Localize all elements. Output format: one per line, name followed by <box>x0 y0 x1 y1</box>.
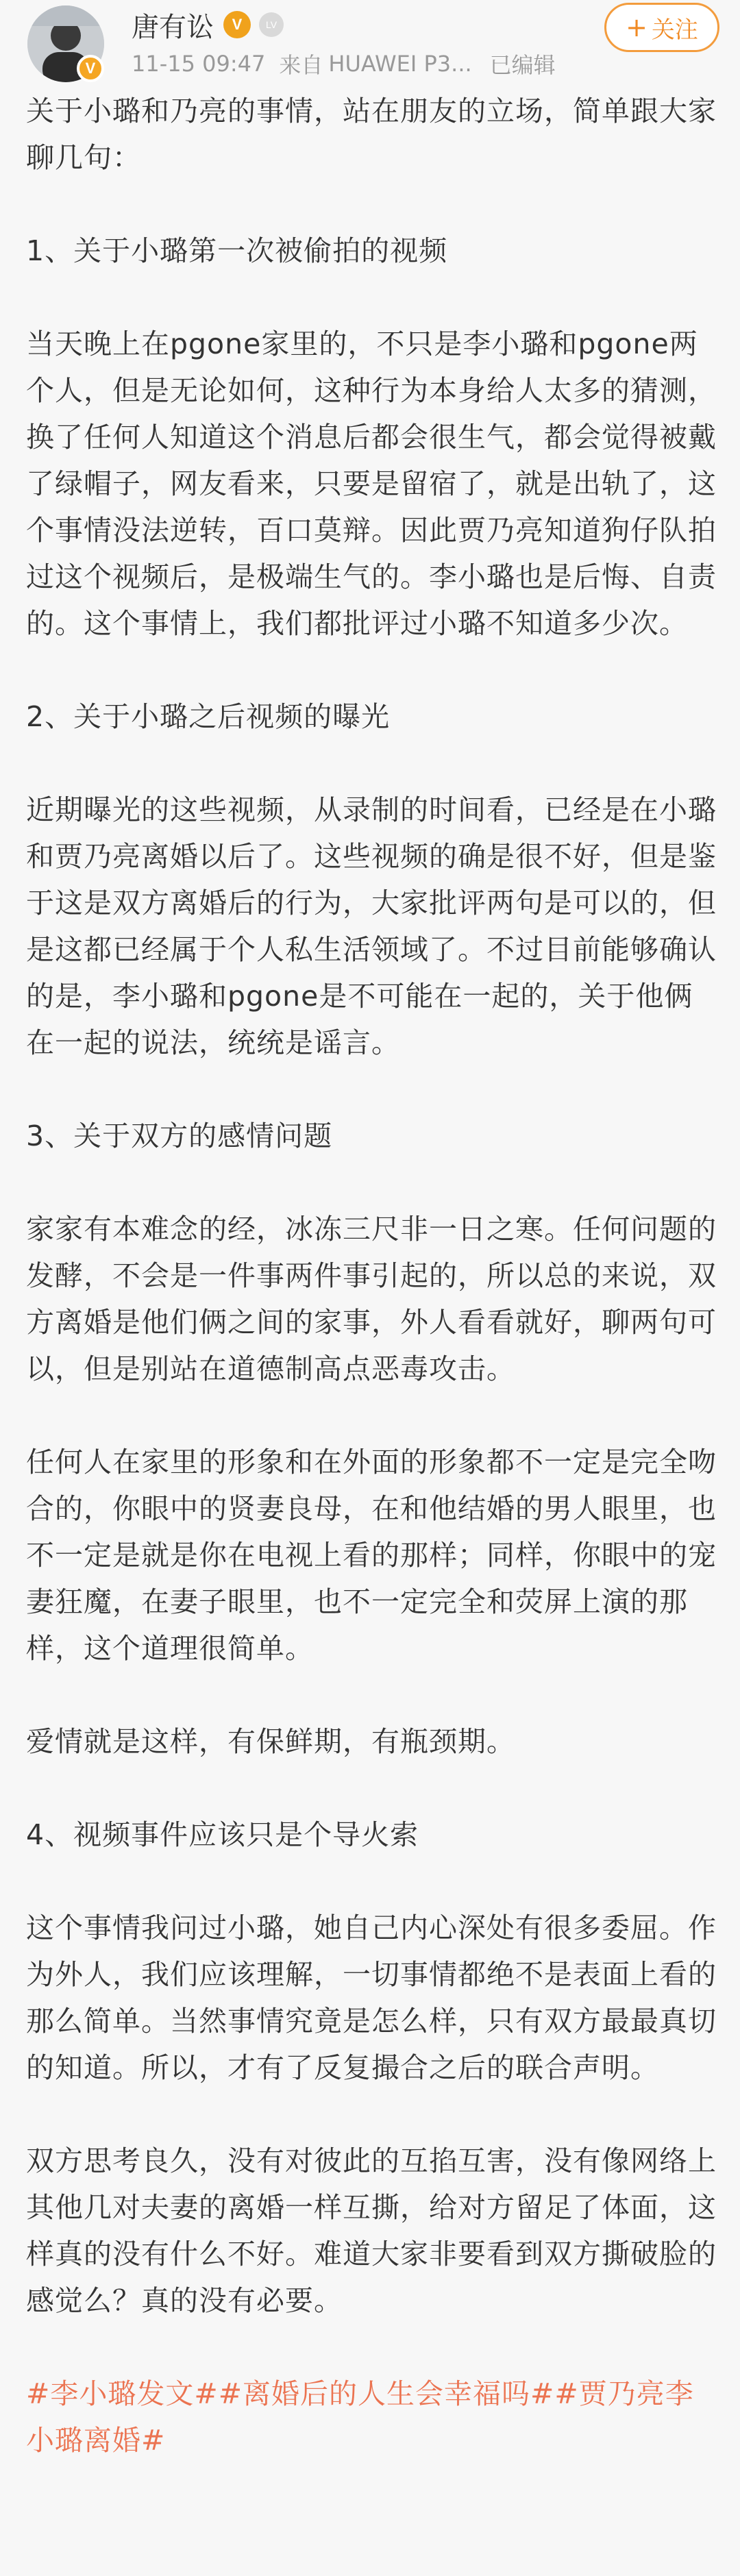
vip-badge-icon[interactable]: V <box>223 11 251 38</box>
edited-label[interactable]: 已编辑 <box>489 52 556 78</box>
level-badge-icon[interactable]: LV <box>259 12 284 37</box>
post-paragraph: 爱情就是这样，有保鲜期，有瓶颈期。 <box>26 1725 515 1758</box>
post-time: 11-15 09:47 <box>132 51 266 77</box>
post-body <box>26 88 719 2464</box>
post-paragraph: 关于小璐和乃亮的事情，站在朋友的立场，简单跟大家聊几句： <box>26 95 717 174</box>
follow-label: 关注 <box>651 16 698 44</box>
hashtag-links[interactable]: #李小璐发文##离婚后的人生会幸福吗##贾乃亮李小璐离婚# <box>26 2377 694 2457</box>
source-prefix: 来自 <box>279 52 323 78</box>
post-paragraph: 家家有本难念的经，冰冻三尺非一日之寒。任何问题的发酵，不会是一件事两件事引起的，所以总的来说，双方离婚是他们俩之间的家事，外人看看就好，聊两句可以，但是别站在道德制高点恶毒攻击。 <box>26 1213 717 1385</box>
post-meta <box>132 48 556 79</box>
post-paragraph: 2、关于小璐之后视频的曝光 <box>26 700 391 733</box>
post-paragraph: 双方思考良久，没有对彼此的互掐互害，没有像网络上其他几对夫妻的离婚一样互撕，给对方留足了体面，这样真的没有什么不好。难道大家非要看到双方撕破脸的感觉么？真的没有必要。 <box>26 2144 717 2317</box>
post-header <box>0 0 740 93</box>
follow-button[interactable] <box>604 3 719 52</box>
post-paragraph: 近期曝光的这些视频，从录制的时间看，已经是在小璐和贾乃亮离婚以后了。这些视频的确是很不好，但是鉴于这是双方离婚后的行为，大家批评两句是可以的，但是这都已经属于个人私生活领域了。不过目前能够确认的是，李小璐和pgone是不可能在一起的，关于他俩在一起的说法，统统是谣言。 <box>26 793 717 1059</box>
post-paragraph: 3、关于双方的感情问题 <box>26 1119 333 1152</box>
author-name[interactable]: 唐有讼 <box>132 11 214 43</box>
post-paragraph: 当天晚上在pgone家里的，不只是李小璐和pgone两个人，但是无论如何，这种行为本身给人太多的猜测，换了任何人知道这个消息后都会很生气，都会觉得被戴了绿帽子，网友看来，只要是留宿了，就是出轨了，这个事情没法逆转，百口莫辩。因此贾乃亮知道狗仔队拍过这个视频后，是极端生气的。李小璐也是后悔、自责的。这个事情上，我们都批评过小璐不知道多少次。 <box>26 327 717 640</box>
post-paragraph: 任何人在家里的形象和在外面的形象都不一定是完全吻合的，你眼中的贤妻良母，在和他结婚的男人眼里，也不一定是就是你在电视上看的那样；同样，你眼中的宠妻狂魔，在妻子眼里，也不一定完全和荧屏上演的那样，这个道理很简单。 <box>26 1446 717 1665</box>
post-paragraph: 4、视频事件应该只是个导火索 <box>26 1818 419 1851</box>
post-paragraph: 1、关于小璐第一次被偷拍的视频 <box>26 234 448 267</box>
post-paragraph: 这个事情我问过小璐，她自己内心深处有很多委屈。作为外人，我们应该理解，一切事情都绝不是表面上看的那么简单。当然事情究竟是怎么样，只有双方最最真切的知道。所以，才有了反复撮合之后的联合声明。 <box>26 1911 717 2084</box>
name-row <box>132 4 284 45</box>
source-device[interactable]: HUAWEI P3... <box>328 51 472 77</box>
verified-badge: V <box>77 55 104 82</box>
plus-icon: + <box>626 12 648 42</box>
